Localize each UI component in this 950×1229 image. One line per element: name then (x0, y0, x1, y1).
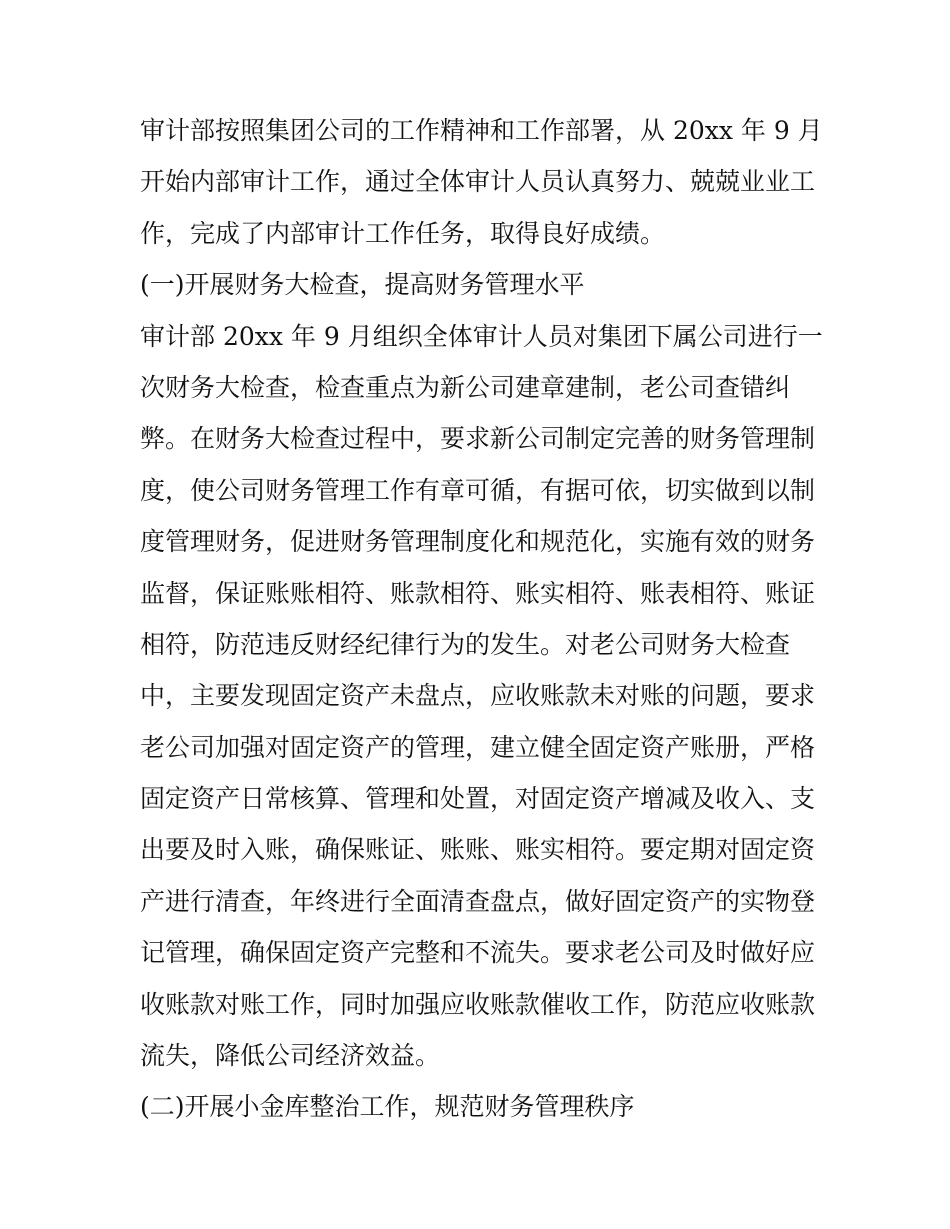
text-line: 记管理，确保固定资产完整和不流失。要求老公司及时做好应 (140, 938, 816, 968)
text-line: 收账款对账工作，同时加强应收账款催收工作，防范应收账款 (140, 989, 816, 1019)
text-line: 审计部按照集团公司的工作精神和工作部署，从 20xx 年 9 月 (140, 116, 823, 145)
text-line: 作，完成了内部审计工作任务，取得良好成绩。 (140, 218, 666, 248)
text-line: 相符，防范违反财经纪律行为的发生。对老公司财务大检查 (140, 629, 791, 659)
text-line: 中，主要发现固定资产未盘点，应收账款未对账的问题，要求 (140, 681, 816, 711)
text-line: 审计部 20xx 年 9 月组织全体审计人员对集团下属公司进行一 (140, 321, 823, 351)
text-line: 出要及时入账，确保账证、账账、账实相符。要定期对固定资 (140, 835, 816, 865)
text-line: 弊。在财务大检查过程中，要求新公司制定完善的财务管理制 (140, 424, 816, 454)
text-line: 老公司加强对固定资产的管理，建立健全固定资产账册，严格 (140, 732, 816, 762)
text-line: 固定资产日常核算、管理和处置，对固定资产增减及收入、支 (140, 784, 816, 814)
text-line: 产进行清查，年终进行全面清查盘点，做好固定资产的实物登 (140, 886, 816, 916)
section-heading: (二)开展小金库整治工作，规范财务管理秩序 (140, 1092, 635, 1122)
text-line: 度管理财务，促进财务管理制度化和规范化，实施有效的财务 (140, 527, 816, 557)
section-heading: (一)开展财务大检查，提高财务管理水平 (140, 270, 585, 300)
text-line: 监督，保证账账相符、账款相符、账实相符、账表相符、账证 (140, 578, 816, 608)
text-line: 度，使公司财务管理工作有章可循，有据可依，切实做到以制 (140, 475, 816, 505)
text-line: 开始内部审计工作，通过全体审计人员认真努力、兢兢业业工 (140, 167, 816, 197)
text-line: 流失，降低公司经济效益。 (140, 1041, 441, 1071)
text-line: 次财务大检查，检查重点为新公司建章建制，老公司查错纠 (140, 372, 791, 402)
body-text (140, 105, 823, 1133)
